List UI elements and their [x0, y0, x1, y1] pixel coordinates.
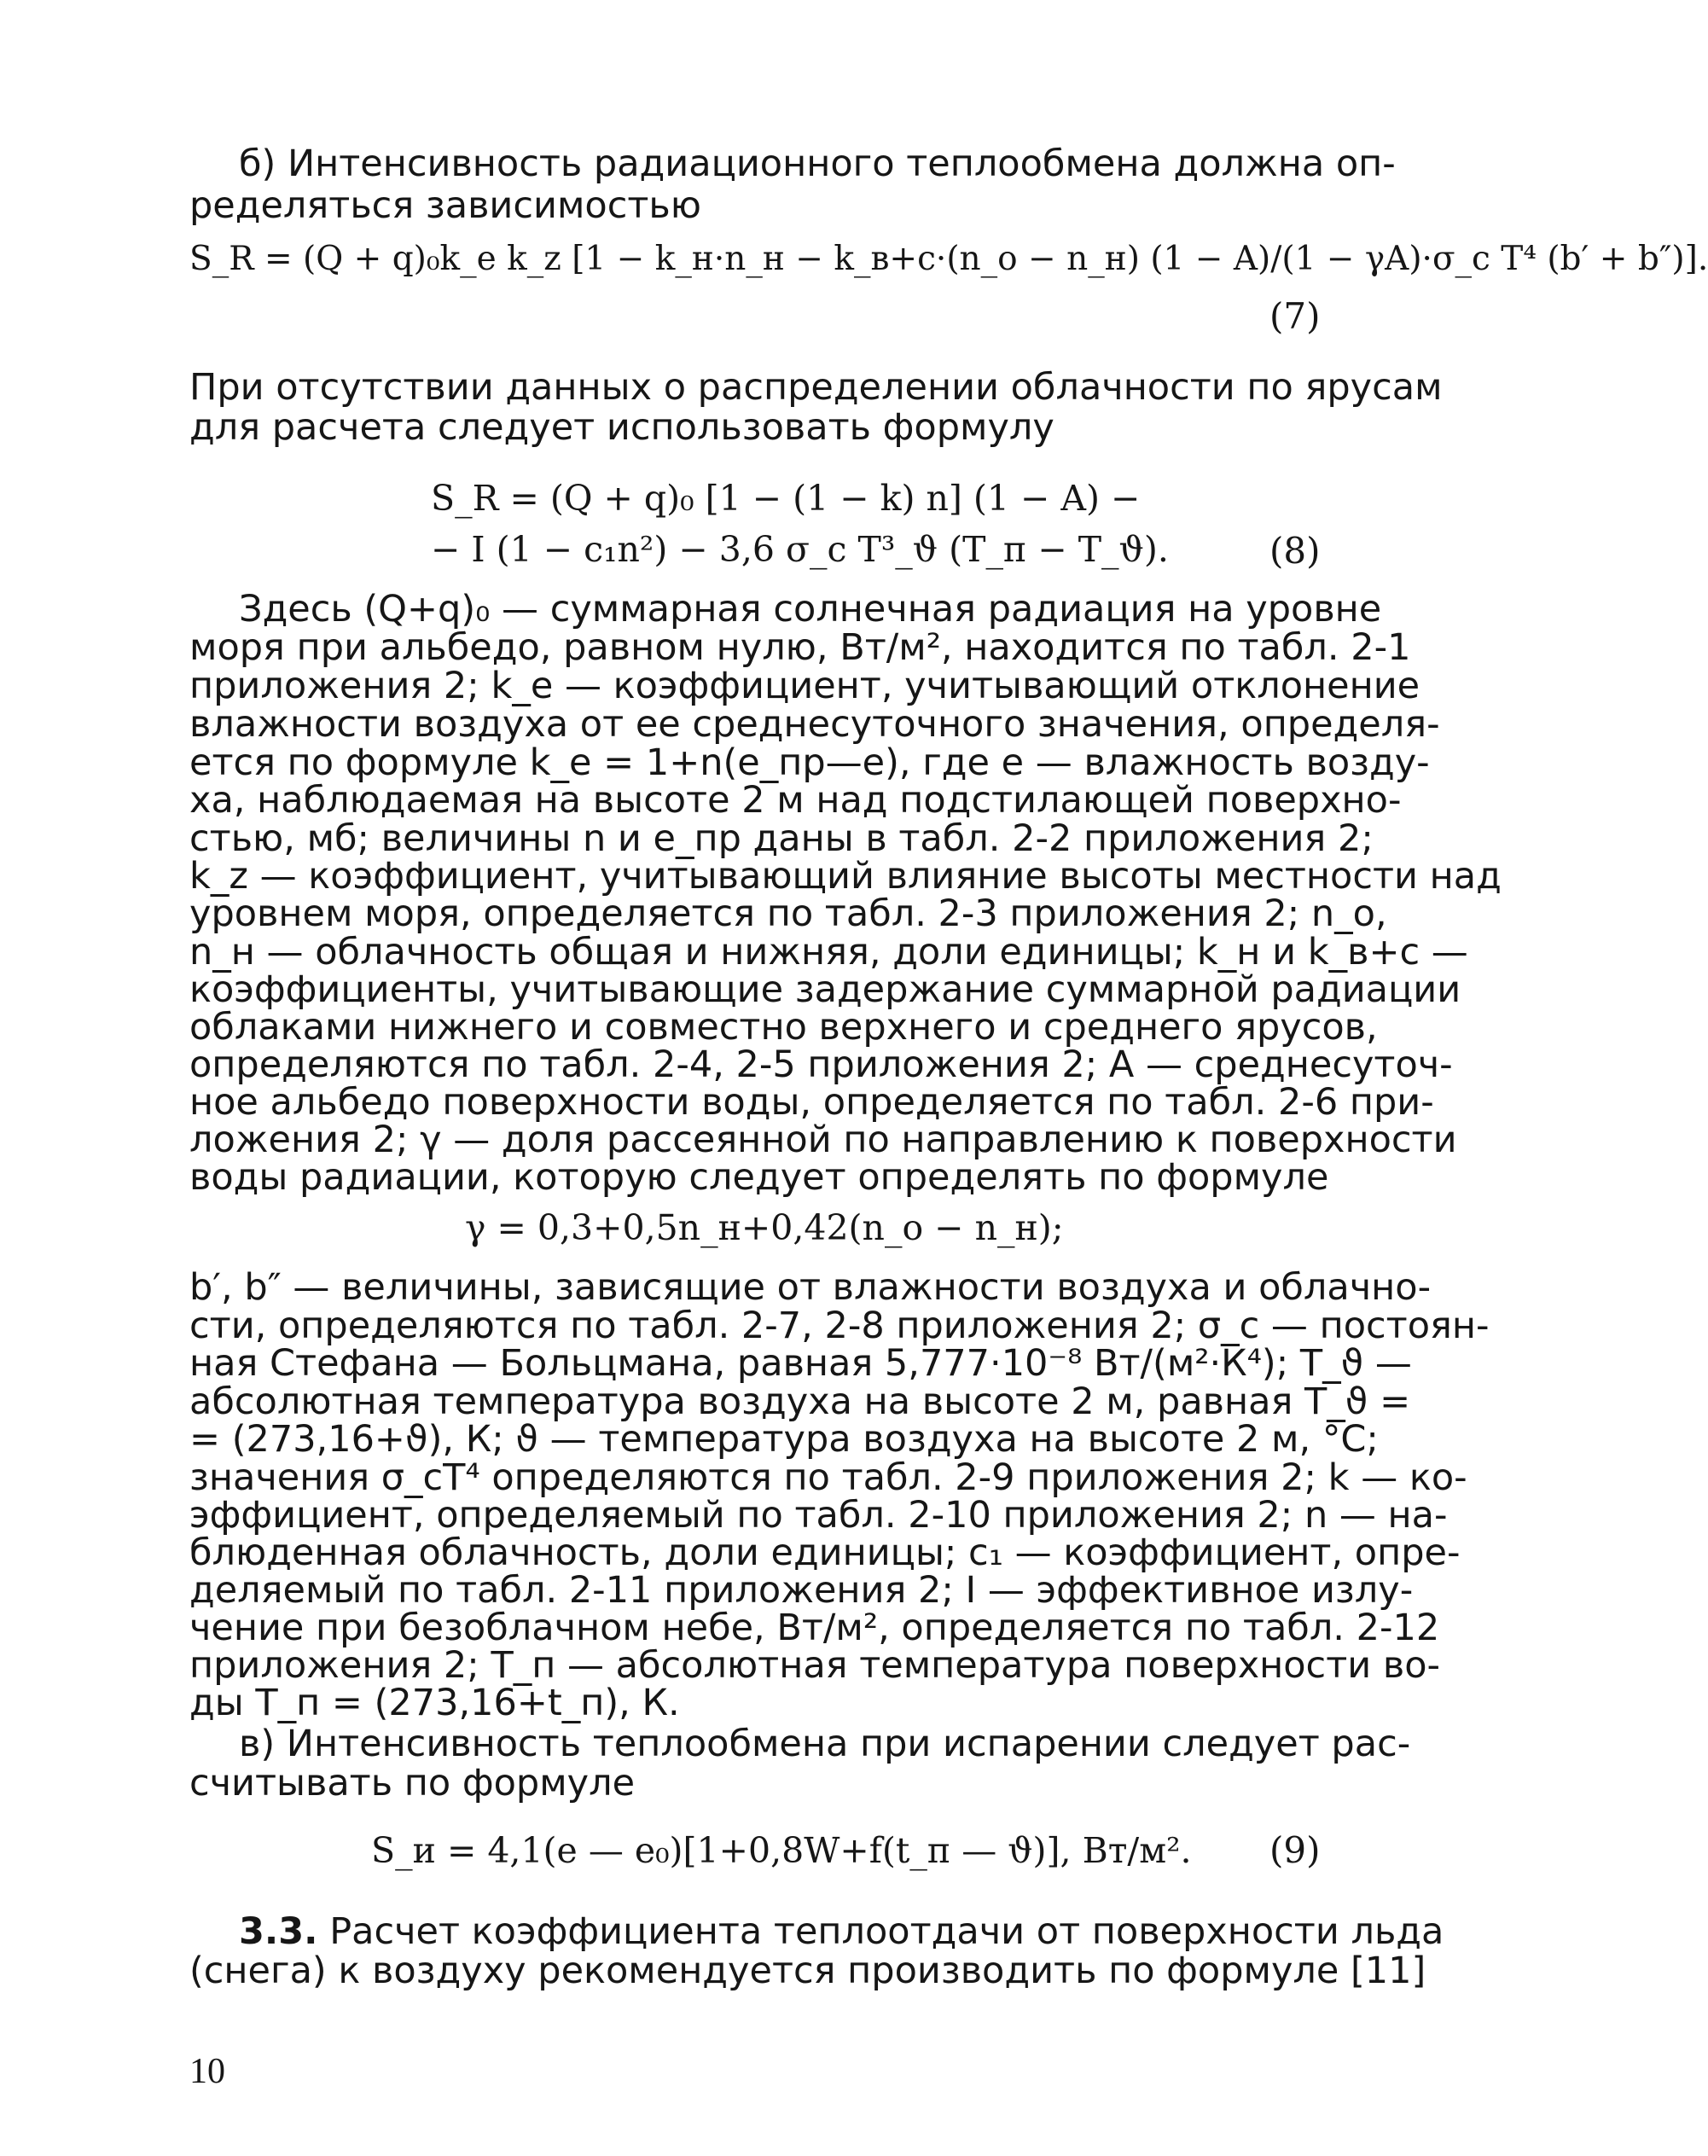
text-line: ложения 2; γ — доля рассеянной по направлению к поверхности	[189, 1119, 1457, 1161]
text-line: ды T_п = (273,16+t_п), К.	[189, 1682, 680, 1724]
text-line: б) Интенсивность радиационного теплообмена должна оп-	[239, 142, 1396, 185]
text-line: приложения 2; k_e — коэффициент, учитывающий отклонение	[189, 665, 1420, 707]
text-line: ха, наблюдаемая на высоте 2 м над подстилающей поверхно-	[189, 779, 1402, 822]
text-line: n_н — облачность общая и нижняя, доли единицы; k_н и k_в+с —	[189, 931, 1468, 973]
text-line: уровнем моря, определяется по табл. 2-3 приложения 2; n_о,	[189, 892, 1387, 935]
formula-number-8: (8)	[1269, 530, 1321, 572]
text-line: деляемый по табл. 2-11 приложения 2; I — эффективное излу-	[189, 1569, 1414, 1612]
text-line: ется по формуле k_e = 1+n(e_пр—e), где e — влажность возду-	[189, 741, 1430, 784]
text-line: коэффициенты, учитывающие задержание суммарной радиации	[189, 968, 1461, 1011]
formula-number-9: (9)	[1269, 1829, 1321, 1871]
text-line: ное альбедо поверхности воды, определяется по табл. 2-6 при-	[189, 1081, 1434, 1124]
text-line: b′, b″ — величины, зависящие от влажности воздуха и облачно-	[189, 1266, 1432, 1309]
text-line: стью, мб; величины n и e_пр даны в табл. 2-2 приложения 2;	[189, 817, 1374, 860]
text-line: воды радиации, которую следует определять по формуле	[189, 1156, 1329, 1199]
text-line: Здесь (Q+q)₀ — суммарная солнечная радиация на уровне	[239, 588, 1382, 631]
text-line: моря при альбедо, равном нулю, Вт/м², находится по табл. 2-1	[189, 626, 1411, 669]
text-line: считывать по формуле	[189, 1762, 636, 1804]
formula-gamma: γ = 0,3+0,5n_н+0,42(n_о − n_н);	[465, 1207, 1064, 1248]
text-line: ная Стефана — Больцмана, равная 5,777·10⁻⁸ Вт/(м²·К⁴); T_ϑ —	[189, 1342, 1412, 1385]
text-line: значения σ_cT⁴ определяются по табл. 2-9 приложения 2; k — ко-	[189, 1456, 1467, 1499]
text-line: k_z — коэффициент, учитывающий влияние высоты местности над	[189, 855, 1502, 898]
page-number: 10	[189, 2052, 225, 2091]
section-number: 3.3.	[239, 1910, 318, 1953]
text-line: определяются по табл. 2-4, 2-5 приложения 2; A — среднесуточ-	[189, 1043, 1453, 1086]
section-text: Расчет коэффициента теплоотдачи от поверхности льда	[329, 1910, 1444, 1953]
text-line: облаками нижнего и совместно верхнего и среднего ярусов,	[189, 1006, 1378, 1049]
text-line: При отсутствии данных о распределении облачности по ярусам	[189, 366, 1443, 409]
text-line: эффициент, определяемый по табл. 2-10 приложения 2; n — на-	[189, 1494, 1448, 1537]
formula-8-line-1: S_R = (Q + q)₀ [1 − (1 − k) n] (1 − A) −	[431, 478, 1141, 519]
text-line: приложения 2; T_п — абсолютная температура поверхности во-	[189, 1644, 1441, 1687]
text-line: для расчета следует использовать формулу	[189, 406, 1054, 449]
formula-8-line-2: − I (1 − c₁n²) − 3,6 σ_c T³_ϑ (T_п − T_ϑ).	[431, 529, 1169, 570]
formula-7: S_R = (Q + q)₀k_e k_z [1 − k_н·n_н − k_в+с·(n_о − n_н) (1 − A)/(1 − γA)·σ_c T⁴ (b′ + b″)].	[189, 240, 1708, 278]
text-line: ределяться зависимостью	[189, 184, 701, 227]
formula-9: S_и = 4,1(e — e₀)[1+0,8W+f(t_п — ϑ)], Вт/м².	[371, 1830, 1192, 1871]
text-line: блюденная облачность, доли единицы; c₁ — коэффициент, опре-	[189, 1531, 1461, 1574]
text-line: влажности воздуха от ее среднесуточного значения, определя-	[189, 703, 1440, 746]
text-line: абсолютная температура воздуха на высоте 2 м, равная T_ϑ =	[189, 1380, 1411, 1423]
text-line: = (273,16+ϑ), К; ϑ — температура воздуха на высоте 2 м, °С;	[189, 1418, 1379, 1461]
formula-number-7: (7)	[1269, 295, 1321, 337]
text-line: чение при безоблачном небе, Вт/м², определяется по табл. 2-12	[189, 1607, 1440, 1649]
text-line: в) Интенсивность теплообмена при испарении следует рас-	[239, 1723, 1411, 1765]
text-line: (снега) к воздуху рекомендуется производить по формуле [11]	[189, 1950, 1426, 1992]
text-line: сти, определяются по табл. 2-7, 2-8 приложения 2; σ_c — постоян-	[189, 1305, 1490, 1347]
